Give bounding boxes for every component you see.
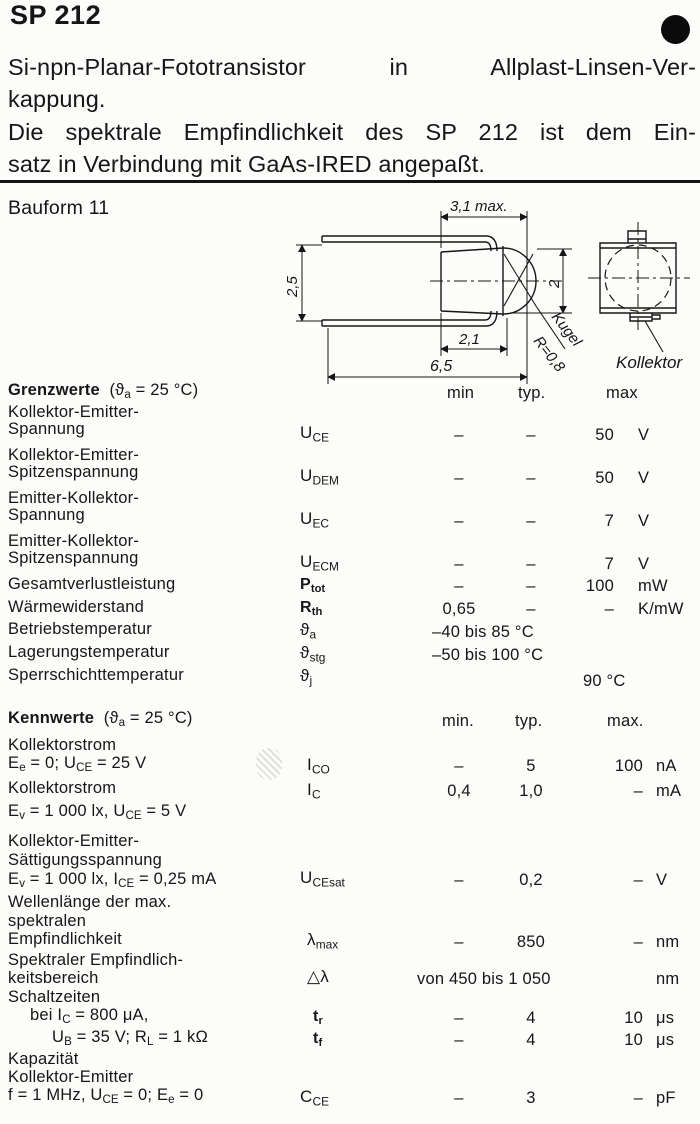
row-condition: $E_v = 1$ 000 lx, $I_{CE} = 0,25$ mA (8, 870, 217, 891)
value-max: 10 (624, 1009, 643, 1027)
row-label: Kollektorstrom (8, 736, 117, 754)
row-label: Spannung (8, 420, 85, 438)
value-unit: V (638, 555, 650, 573)
value-min: 0,65 (442, 600, 476, 618)
row-label: Kollektor-Emitter- (8, 832, 140, 850)
page-title: SP 212 (10, 0, 102, 30)
row-label: Spitzenspannung (8, 463, 139, 481)
row-label: Kapazität (8, 1050, 79, 1068)
value-range: –50 bis 100 °C (432, 646, 544, 664)
col-header-min: min. (442, 712, 474, 730)
value-typ: – (526, 512, 536, 530)
row-symbol: △λ (307, 967, 329, 986)
value-typ: 3 (526, 1089, 536, 1107)
row-label: Lagerungstemperatur (8, 643, 170, 661)
col-header-max: max. (607, 712, 644, 730)
row-symbol: $ϑ_{stg}$ (300, 643, 326, 665)
value-typ: – (526, 600, 536, 618)
row-label: Betriebstemperatur (8, 620, 152, 638)
value-unit: mA (656, 782, 682, 800)
value-min: – (454, 577, 464, 595)
row-label: keitsbereich (8, 969, 99, 987)
row-symbol: $P_{tot}$ (300, 576, 326, 596)
value-max: 100 (614, 757, 643, 775)
value-typ: 5 (526, 757, 536, 775)
value-typ: – (526, 426, 536, 444)
package-drawing (278, 192, 700, 392)
col-header-max: max (606, 384, 638, 402)
value-max: 7 (604, 555, 614, 573)
separator-rule (0, 180, 700, 183)
row-label: Empfindlichkeit (8, 930, 122, 948)
row-condition: $E_v = 1$ 000 lx, $U_{CE} = 5$ V (8, 802, 187, 823)
value-unit: V (638, 469, 650, 487)
row-symbol: $U_{DEM}$ (300, 466, 339, 488)
dim-lens-dia: 2 (546, 279, 563, 288)
row-label: Spitzenspannung (8, 549, 139, 567)
row-label: Kollektor-Emitter (8, 1068, 134, 1086)
endview-bottom-tab (630, 313, 660, 321)
value-unit: nm (656, 933, 680, 951)
grenzwerte-heading: Grenzwerte ($ϑ_a = 25$ °C) (8, 381, 199, 402)
value-max: – (633, 782, 643, 800)
value-max: 7 (604, 512, 614, 530)
value-min: – (454, 1009, 464, 1027)
row-symbol: $I_{CO}$ (307, 755, 330, 777)
value-typ: – (526, 469, 536, 487)
row-label: Spektraler Empfindlich- (8, 951, 184, 969)
kennwerte-heading: Kennwerte ($ϑ_a = 25$ °C) (8, 709, 193, 730)
value-unit: μs (656, 1009, 675, 1027)
row-label: Gesamtverlustleistung (8, 575, 176, 593)
row-label: Wärmewiderstand (8, 598, 144, 616)
row-condition: $E_e = 0$; $U_{CE} = 25$ V (8, 754, 147, 775)
row-label: Kollektorstrom (8, 779, 117, 797)
kollektor-leader (645, 321, 663, 352)
value-min: 0,4 (447, 782, 471, 800)
bauform-label: Bauform 11 (8, 197, 110, 219)
value-max: – (633, 933, 643, 951)
value-min: – (454, 871, 464, 889)
value-range: –40 bis 85 °C (432, 623, 534, 641)
value-max: 90 °C (583, 672, 626, 690)
scan-smudge (256, 748, 282, 780)
value-typ: 0,2 (519, 871, 543, 889)
row-condition: $U_B = 35$ V; $R_L = 1$ kΩ (52, 1028, 209, 1049)
value-unit: V (638, 426, 650, 444)
dim-lead-spread: 2,5 (284, 276, 301, 297)
description-line: satz in Verbindung mit GaAs-IRED angepaßt. (8, 151, 486, 177)
description-line: Die spektrale Empfindlichkeit des SP 212 ist dem Ein- (8, 119, 696, 145)
description-line: Si-npn-Planar-Fototransistor in Allplast-Linsen-Ver- (8, 54, 696, 80)
col-header-min: min (447, 384, 475, 402)
value-min: – (454, 933, 464, 951)
value-range: von 450 bis 1 050 (417, 970, 551, 988)
description-line: kappung. (8, 86, 106, 112)
value-unit: mW (638, 577, 668, 595)
value-typ: 4 (526, 1009, 536, 1027)
corner-dot-icon (661, 15, 690, 44)
row-symbol: $U_{CEsat}$ (300, 868, 345, 890)
endview-centerlines (588, 222, 690, 330)
value-typ: 850 (516, 933, 546, 951)
kollektor-label: Kollektor (616, 353, 683, 372)
row-symbol: $R_{th}$ (300, 599, 323, 619)
row-label: spektralen (8, 912, 87, 930)
row-label: Emitter-Kollektor- (8, 489, 140, 507)
value-typ: 4 (526, 1031, 536, 1049)
value-unit: K/mW (638, 600, 684, 618)
row-label: Kollektor-Emitter- (8, 446, 140, 464)
kugel-label: Kugel (547, 308, 585, 350)
value-max: – (633, 871, 643, 889)
row-symbol: $I_C$ (307, 780, 321, 802)
value-max: 10 (624, 1031, 643, 1049)
row-symbol: $t_f$ (313, 1030, 323, 1050)
row-condition: f = 1 MHz, $U_{CE} = 0$; $E_e = 0$ (8, 1086, 204, 1107)
row-label: Schaltzeiten (8, 988, 101, 1006)
endview-top-tab (628, 231, 646, 243)
value-min: – (454, 512, 464, 530)
dim-width-max: 3,1 max. (450, 198, 508, 215)
row-label: Sättigungsspannung (8, 851, 163, 869)
row-condition: bei $I_C = 800$ μA, (30, 1006, 149, 1027)
value-max: 100 (585, 577, 614, 595)
value-max: – (604, 600, 614, 618)
value-min: – (454, 555, 464, 573)
value-max: 50 (595, 469, 614, 487)
row-symbol: $ϑ_a$ (300, 620, 317, 642)
value-unit: pF (656, 1089, 676, 1107)
value-max: – (633, 1089, 643, 1107)
lead-top-inner (322, 236, 491, 251)
value-typ: 1,0 (519, 782, 543, 800)
value-min: – (454, 1031, 464, 1049)
dim-body-len: 2,1 (459, 331, 480, 348)
col-header-typ: typ. (515, 712, 543, 730)
col-header-typ: typ. (518, 384, 546, 402)
value-unit: V (656, 871, 668, 889)
lead-bottom (322, 311, 497, 326)
lead-bottom-inner (322, 311, 491, 326)
value-min: – (454, 469, 464, 487)
row-symbol: $\lambda_{max}$ (307, 930, 339, 952)
value-min: – (454, 757, 464, 775)
row-label: Wellenlänge der max. (8, 893, 172, 911)
value-min: – (454, 1089, 464, 1107)
row-symbol: $U_{EC}$ (300, 509, 330, 531)
row-symbol: $U_{ECM}$ (300, 552, 339, 574)
row-symbol: $ϑ_j$ (300, 666, 313, 688)
value-unit: V (638, 512, 650, 530)
value-unit: nm (656, 970, 680, 988)
row-symbol: $C_{CE}$ (300, 1087, 330, 1109)
dim-total-len: 6,5 (430, 358, 453, 375)
row-label: Emitter-Kollektor- (8, 532, 140, 550)
value-min: – (454, 426, 464, 444)
value-unit: nA (656, 757, 677, 775)
row-symbol: $U_{CE}$ (300, 423, 330, 445)
row-label: Sperrschichttemperatur (8, 666, 184, 684)
value-typ: – (526, 555, 536, 573)
value-unit: μs (656, 1031, 675, 1049)
row-label: Kollektor-Emitter- (8, 403, 140, 421)
row-symbol: $t_r$ (313, 1008, 323, 1028)
kugel-radius-label: R=0,8 (529, 332, 569, 376)
lead-top (322, 236, 497, 251)
lens-cross (504, 254, 565, 349)
row-label: Spannung (8, 506, 85, 524)
value-typ: – (526, 577, 536, 595)
value-max: 50 (595, 426, 614, 444)
